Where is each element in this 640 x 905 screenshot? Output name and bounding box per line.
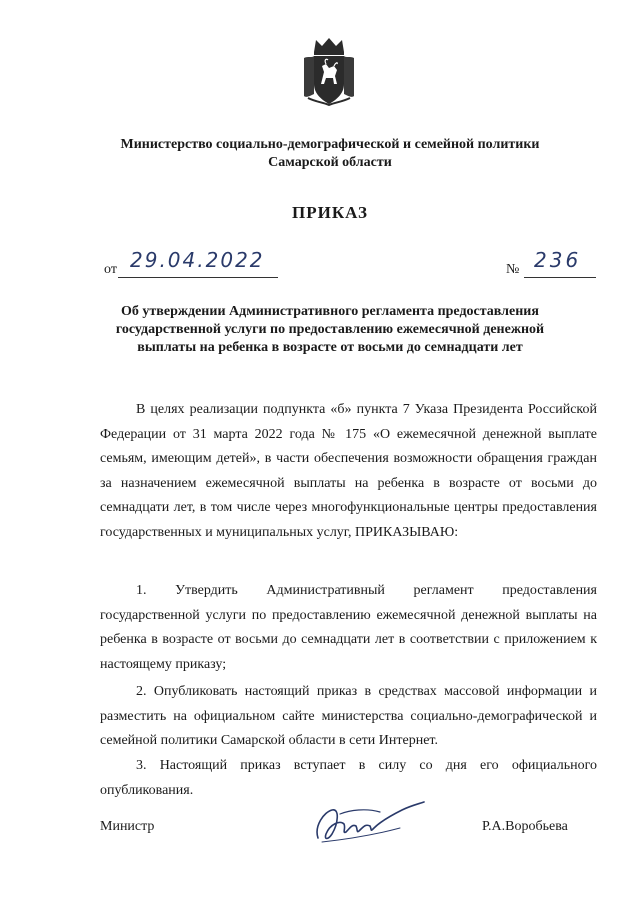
clause-3-paragraph: 3. Настоящий приказ вступает в силу со дня его официального опубликования.	[100, 758, 597, 798]
coat-of-arms-icon	[302, 36, 356, 106]
organization-name-line1: Министерство социально-демографической и семейной политики	[120, 137, 540, 152]
signer-position: Министр	[100, 819, 155, 834]
clause-1-paragraph: 1. Утвердить Административный регламент предоставления государственной услуги по предоставлению ежемесячной денежной выплаты на ребенка в возрасте от восьми до семнадцати лет в соответствии с приложением к настоящему приказу;	[100, 583, 597, 672]
document-title: ПРИКАЗ	[292, 203, 368, 222]
number-underline	[524, 277, 596, 278]
preamble-paragraph: В целях реализации подпункта «б» пункта 7 Указа Президента Российской Федерации от 31 марта 2022 года № 175 «О ежемесячной денежной выплате семьям, имеющим детей», в части обеспечения возможности обращения граждан за назначением ежемесячной выплаты на ребенка в возрасте от восьми до семнадцати лет, в том числе через многофункциональные центры предоставления государственных и муниципальных услуг, ПРИКАЗЫВАЮ:	[100, 402, 597, 540]
signer-name: Р.А.Воробьева	[482, 819, 568, 834]
document-subject: Об утверждении Административного регламента предоставления государственной услуги по предоставлению ежемесячной денежной выплаты на ребенка в возрасте от восьми до семнадцати лет	[115, 304, 545, 355]
organization-name-line2: Самарской области	[268, 155, 392, 170]
date-prefix: от	[104, 262, 117, 277]
clause-2-paragraph: 2. Опубликовать настоящий приказ в средствах массовой информации и разместить на официальном сайте министерства социально-демографической и семейной политики Самарской области в сети Интернет.	[100, 684, 597, 748]
handwritten-signature	[310, 790, 430, 850]
number-value: 236	[534, 248, 582, 272]
date-underline	[118, 277, 278, 278]
date-value: 29.04.2022	[130, 248, 265, 272]
number-prefix: №	[506, 262, 520, 277]
